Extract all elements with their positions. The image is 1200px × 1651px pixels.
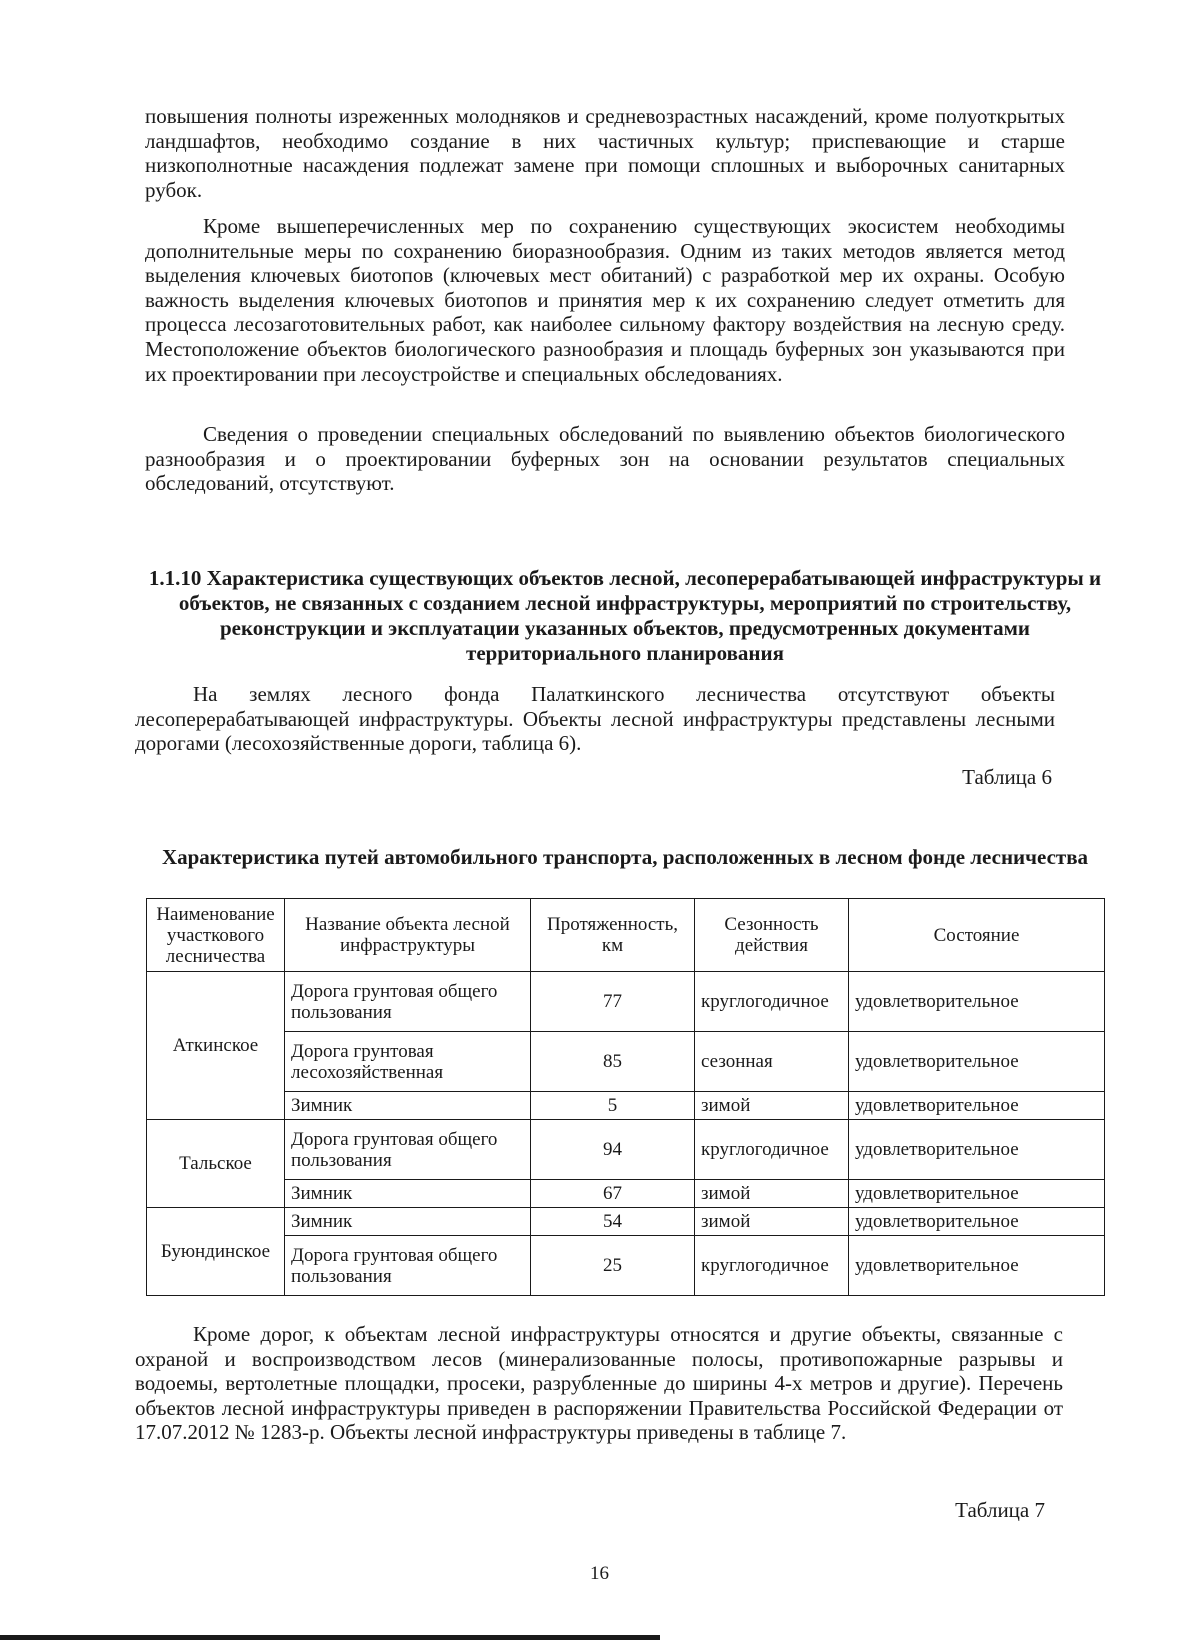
object-cell: Зимник [285, 1180, 531, 1208]
page-number: 16 [590, 1563, 609, 1584]
length-cell: 54 [531, 1208, 695, 1236]
table-row [147, 1180, 1105, 1208]
season-cell: зимой [695, 1092, 849, 1120]
state-cell: удовлетворительное [849, 1208, 1105, 1236]
length-cell: 85 [531, 1032, 695, 1092]
length-cell: 67 [531, 1180, 695, 1208]
state-cell: удовлетворительное [849, 1120, 1105, 1180]
object-cell: Дорога грунтовая общего пользования [285, 1236, 531, 1296]
table-row [147, 1208, 1105, 1236]
forestry-name-cell: Тальское [147, 1120, 285, 1208]
forestry-name-cell: Буюндинское [147, 1208, 285, 1296]
state-cell: удовлетворительное [849, 972, 1105, 1032]
table-row [147, 1032, 1105, 1092]
table-row [147, 1236, 1105, 1296]
column-header: Название объекта лесной инфраструктуры [285, 899, 531, 972]
roads-table [146, 898, 1105, 1296]
state-cell: удовлетворительное [849, 1236, 1105, 1296]
column-header: Состояние [849, 899, 1105, 972]
table-6-label: Таблица 6 [962, 765, 1052, 789]
length-cell: 5 [531, 1092, 695, 1120]
section-heading: 1.1.10 Характеристика существующих объектов лесной, лесоперерабатывающей инфраструктуры и объектов, не связанных с созданием лесной инфраструктуры, мероприятий по строительству, реконструкции и эксплуатации указанных объектов, предусмотренных документами территориального планирования [148, 566, 1102, 665]
table-row [147, 1120, 1105, 1180]
state-cell: удовлетворительное [849, 1032, 1105, 1092]
season-cell: зимой [695, 1180, 849, 1208]
table-6-caption: Характеристика путей автомобильного транспорта, расположенных в лесном фонде лесничества [161, 845, 1089, 869]
object-cell: Зимник [285, 1208, 531, 1236]
season-cell: зимой [695, 1208, 849, 1236]
column-header: Сезонность действия [695, 899, 849, 972]
season-cell: сезонная [695, 1032, 849, 1092]
column-header: Наименование участкового лесничества [147, 899, 285, 972]
length-cell: 94 [531, 1120, 695, 1180]
table-row [147, 972, 1105, 1032]
length-cell: 25 [531, 1236, 695, 1296]
season-cell: круглогодичное [695, 972, 849, 1032]
paragraph-rubki: повышения полноты изреженных молодняков и средневозрастных насаждений, кроме полуоткрытых ландшафтов, необходимо создание в них частичных культур; приспевающие и старше низкополнотные насаждения подлежат замене при помощи сплошных и выборочных санитарных рубок. [145, 104, 1065, 202]
object-cell: Дорога грунтовая лесохозяйственная [285, 1032, 531, 1092]
object-cell: Зимник [285, 1092, 531, 1120]
paragraph-other-objects: Кроме дорог, к объектам лесной инфраструктуры относятся и другие объекты, связанные с охраной и воспроизводством лесов (минерализованные полосы, противопожарные разрывы и водоемы, вертолетные площадки, просеки, разрубленные до ширины 4-х метров и другие). Перечень объектов лесной инфраструктуры приведен в распоряжении Правительства Российской Федерации от 17.07.2012 № 1283-р. Объекты лесной инфраструктуры приведены в таблице 7. [135, 1322, 1063, 1445]
scan-edge-line [0, 1635, 660, 1640]
table-header-row [147, 899, 1105, 972]
paragraph-infrastructure: На землях лесного фонда Палаткинского лесничества отсутствуют объекты лесоперерабатывающей инфраструктуры. Объекты лесной инфраструктуры представлены лесными дорогами (лесохозяйственные дороги, таблица 6). [135, 682, 1055, 756]
object-cell: Дорога грунтовая общего пользования [285, 972, 531, 1032]
forestry-name-cell: Аткинское [147, 972, 285, 1120]
paragraph-surveys: Сведения о проведении специальных обследований по выявлению объектов биологического разнообразия и о проектировании буферных зон на основании результатов специальных обследований, отсутствуют. [145, 422, 1065, 496]
length-cell: 77 [531, 972, 695, 1032]
paragraph-biotopes: Кроме вышеперечисленных мер по сохранению существующих экосистем необходимы дополнительные меры по сохранению биоразнообразия. Одним из таких методов является метод выделения ключевых биотопов (ключевых мест обитаний) с разработкой мер их охраны. Особую важность выделения ключевых биотопов и принятия мер к их сохранению следует отметить для процесса лесозаготовительных работ, как наиболее сильному фактору воздействия на лесную среду. Местоположение объектов биологического разнообразия и площадь буферных зон указываются при их проектировании при лесоустройстве и специальных обследованиях. [145, 214, 1065, 386]
table-7-label: Таблица 7 [955, 1498, 1045, 1522]
object-cell: Дорога грунтовая общего пользования [285, 1120, 531, 1180]
state-cell: удовлетворительное [849, 1180, 1105, 1208]
table-row [147, 1092, 1105, 1120]
column-header: Протяженность, км [531, 899, 695, 972]
state-cell: удовлетворительное [849, 1092, 1105, 1120]
season-cell: круглогодичное [695, 1120, 849, 1180]
season-cell: круглогодичное [695, 1236, 849, 1296]
